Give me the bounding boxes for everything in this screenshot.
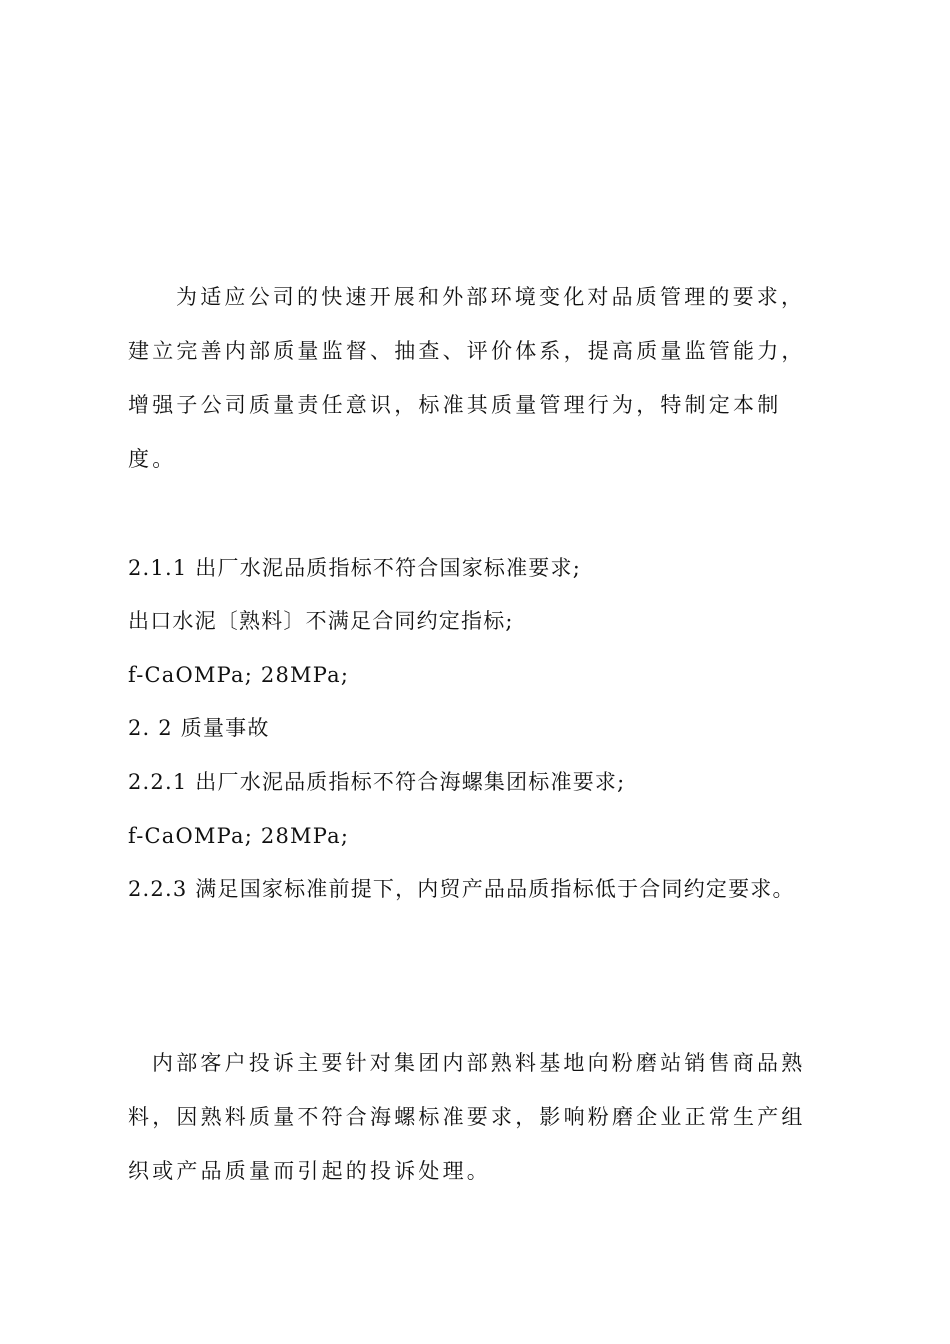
intro-paragraph: 为适应公司的快速开展和外部环境变化对品质管理的要求，建立完善内部质量监督、抽查、评价体系，提高质量监管能力，增强子公司质量责任意识，标准其质量管理行为，特制定本制度。: [128, 285, 806, 471]
item-2-2-1: 2.2.1 出厂水泥品质指标不符合海螺集团标准要求;: [128, 770, 626, 794]
item-quality-accident-heading: 2. 2 质量事故: [128, 716, 270, 740]
complaint-paragraph: 内部客户投诉主要针对集团内部熟料基地向粉磨站销售商品熟料，因熟料质量不符合海螺标准要求，影响粉磨企业正常生产组织或产品质量而引起的投诉处理。: [128, 1051, 806, 1183]
item-2-2-3: 2.2.3 满足国家标准前提下，内贸产品品质指标低于合同约定要求。: [128, 877, 795, 901]
item-export-cement: 出口水泥〔熟料〕不满足合同约定指标;: [128, 609, 514, 633]
item-fcao-2: f-CaOMPa; 28MPa;: [128, 824, 350, 848]
item-2-1-1: 2.1.1 出厂水泥品质指标不符合国家标准要求;: [128, 556, 581, 580]
item-fcao-1: f-CaOMPa; 28MPa;: [128, 663, 350, 687]
